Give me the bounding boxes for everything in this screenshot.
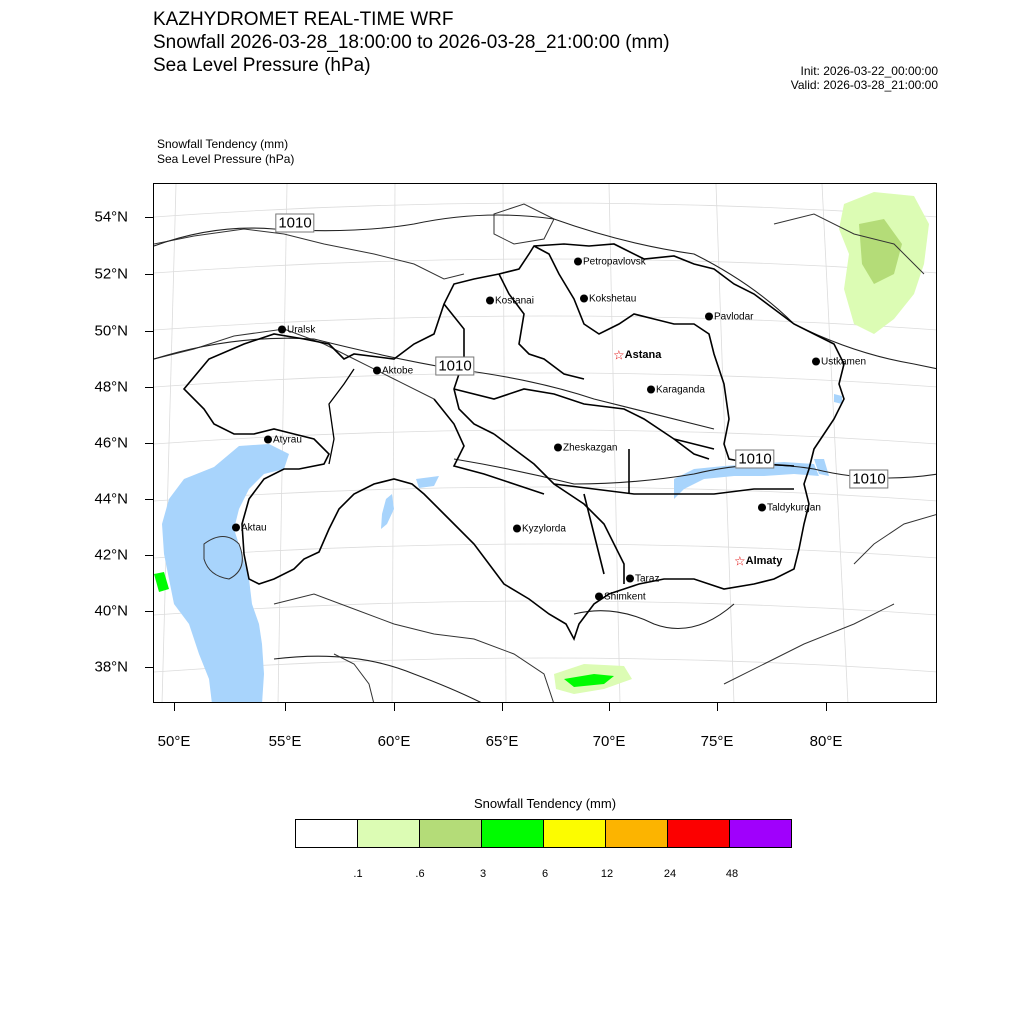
lon-tick — [174, 703, 175, 711]
lat-tick — [145, 331, 153, 332]
city-pavlodar: Pavlodar — [709, 312, 753, 323]
lon-label-50: 50°E — [157, 733, 191, 750]
capital-star-icon: ☆ — [734, 553, 746, 569]
isobar-label: 1010 — [849, 470, 888, 489]
lon-tick — [826, 703, 827, 711]
lat-label-38: 38°N — [94, 658, 128, 676]
city-aktau: Aktau — [236, 523, 267, 534]
city-taldykurgan: Taldykurgan — [762, 503, 821, 514]
city-dot-icon — [595, 593, 603, 601]
snowfall-title: Snowfall 2026-03-28_18:00:00 to 2026-03-28_21:00:00 (mm) — [153, 32, 670, 53]
valid-time: Valid: 2026-03-28_21:00:00 — [790, 78, 938, 92]
lat-label-48: 48°N — [94, 378, 128, 396]
legend-swatch-7 — [730, 820, 791, 847]
city-dot-icon — [278, 326, 286, 334]
city-atyrau: Atyrau — [268, 435, 302, 446]
city-dot-icon — [232, 524, 240, 532]
title-block — [153, 8, 670, 77]
lat-tick — [145, 667, 153, 668]
city-dot-icon — [647, 386, 655, 394]
lat-tick — [145, 611, 153, 612]
legend-swatch-2 — [420, 820, 482, 847]
city-ustkamen: Ustkamen — [816, 357, 866, 368]
city-shimkent: Shimkent — [599, 592, 646, 603]
lon-tick — [609, 703, 610, 711]
main-title: KAZHYDROMET REAL-TIME WRF — [153, 9, 454, 30]
legend-swatch-3 — [482, 820, 544, 847]
lat-label-54: 54°N — [94, 208, 128, 226]
lat-label-44: 44°N — [94, 490, 128, 508]
city-dot-icon — [513, 525, 521, 533]
capital-star-icon: ☆ — [613, 347, 625, 363]
legend-swatch-6 — [668, 820, 730, 847]
lat-tick — [145, 555, 153, 556]
pressure-subtitle: Sea Level Pressure (hPa) — [157, 152, 295, 166]
legend-swatch-1 — [358, 820, 420, 847]
city-dot-icon — [626, 575, 634, 583]
lat-label-50: 50°N — [94, 322, 128, 340]
city-kokshetau: Kokshetau — [584, 294, 636, 305]
lon-label-55: 55°E — [268, 733, 302, 750]
isobar-label: 1010 — [275, 214, 314, 233]
legend-tick-label: 3 — [479, 868, 487, 880]
city-dot-icon — [758, 504, 766, 512]
city-dot-icon — [705, 313, 713, 321]
city-zheskazgan: Zheskazgan — [558, 443, 617, 454]
lon-label-60: 60°E — [377, 733, 411, 750]
city-dot-icon — [264, 436, 272, 444]
city-kyzylorda: Kyzylorda — [517, 524, 566, 535]
legend-tick-label: 24 — [663, 868, 677, 880]
lon-tick — [717, 703, 718, 711]
lon-tick — [394, 703, 395, 711]
legend-tick-label: .6 — [415, 868, 425, 880]
isobar-label: 1010 — [735, 450, 774, 469]
legend-title: Snowfall Tendency (mm) — [473, 796, 617, 811]
lat-tick — [145, 387, 153, 388]
city-uralsk: Uralsk — [282, 325, 315, 336]
city-dot-icon — [486, 297, 494, 305]
city-astana: ☆Astana — [613, 347, 662, 363]
legend-swatch-4 — [544, 820, 606, 847]
city-almaty: ☆Almaty — [734, 553, 783, 569]
legend-tick-label: 48 — [725, 868, 739, 880]
snowfall-subtitle: Snowfall Tendency (mm) — [157, 137, 289, 151]
lon-label-80: 80°E — [809, 733, 843, 750]
city-dot-icon — [373, 367, 381, 375]
city-petropavlovsk: Petropavlovsk — [578, 257, 646, 268]
legend-tick-label: 12 — [600, 868, 614, 880]
pressure-title: Sea Level Pressure (hPa) — [153, 55, 371, 76]
city-kostanai: Kostanai — [490, 296, 534, 307]
init-time: Init: 2026-03-22_00:00:00 — [800, 64, 938, 78]
legend-colorbar — [295, 819, 792, 848]
city-aktobe: Aktobe — [377, 366, 413, 377]
city-taraz: Taraz — [630, 574, 659, 585]
lat-label-52: 52°N — [94, 265, 128, 283]
isobar-label: 1010 — [435, 357, 474, 376]
city-dot-icon — [580, 295, 588, 303]
lon-tick — [285, 703, 286, 711]
lat-label-46: 46°N — [94, 434, 128, 452]
lon-tick — [502, 703, 503, 711]
legend-swatch-5 — [606, 820, 668, 847]
lat-tick — [145, 443, 153, 444]
lat-tick — [145, 499, 153, 500]
lat-label-40: 40°N — [94, 602, 128, 620]
field-subtitles — [157, 137, 294, 167]
legend-swatch-0 — [296, 820, 358, 847]
city-dot-icon — [574, 258, 582, 266]
lat-tick — [145, 217, 153, 218]
legend-tick-label: .1 — [353, 868, 363, 880]
legend-tick-label: 6 — [541, 868, 549, 880]
city-karaganda: Karaganda — [651, 385, 705, 396]
city-dot-icon — [812, 358, 820, 366]
lon-label-75: 75°E — [700, 733, 734, 750]
lon-label-70: 70°E — [592, 733, 626, 750]
lat-label-42: 42°N — [94, 546, 128, 564]
city-dot-icon — [554, 444, 562, 452]
time-block — [791, 64, 938, 92]
lon-label-65: 65°E — [485, 733, 519, 750]
lat-tick — [145, 274, 153, 275]
